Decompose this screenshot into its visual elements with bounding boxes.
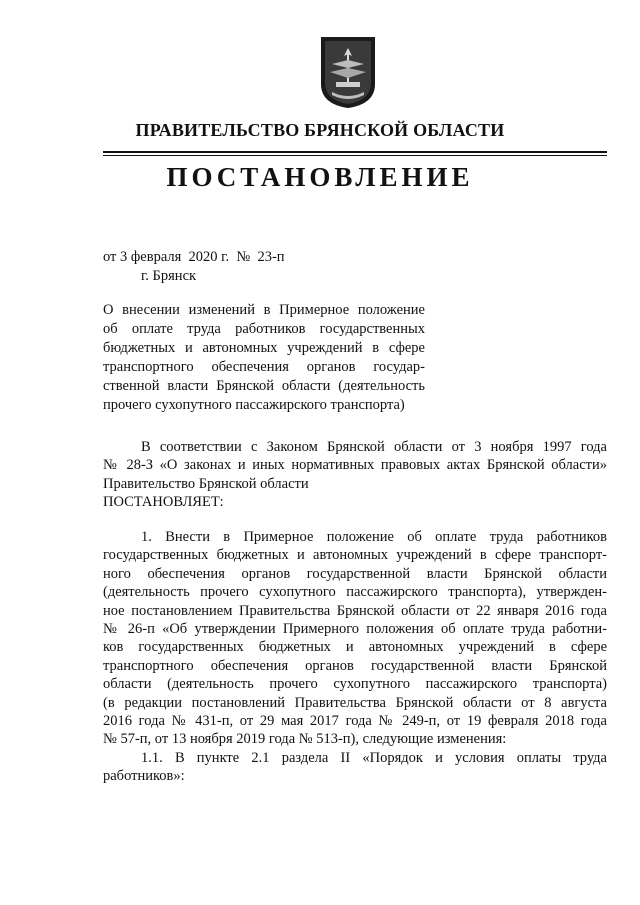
clause-line: государственных бюджетных и автономных учреждений в сфере транспорт- (103, 547, 607, 564)
preamble-paragraph (103, 438, 607, 512)
document-city: г. Брянск (141, 268, 197, 284)
clause-line: 2016 года № 431-п, от 29 мая 2017 года № 249-п, от 19 февраля 2018 года (103, 713, 607, 730)
clause-line: № 26-п «Об утверждении Примерного положения об оплате труда работни- (103, 621, 607, 638)
clause-line: транспортного обеспечения органов государственной власти Брянской (103, 657, 607, 674)
clause-line: (в редакции постановлений Правительства Брянской области от 8 августа (103, 694, 607, 711)
preamble-line: Правительство Брянской области (103, 475, 309, 492)
subject-line: транспортного обеспечения органов государ- (103, 359, 425, 375)
subject-line: О внесении изменений в Примерное положение (103, 302, 425, 318)
clause-line: ное постановлением Правительства Брянской области от 22 января 2016 года (103, 602, 607, 619)
document-subject (103, 301, 425, 415)
subclause-line: работников»: (103, 768, 185, 785)
document-date-number: от 3 февраля 2020 г. № 23-п (103, 249, 285, 265)
clause-line: ков государственных бюджетных и автономных учреждений в сфере (103, 639, 607, 656)
clause-1-paragraph (103, 528, 607, 786)
subject-line: прочего сухопутного пассажирского транспорта) (103, 397, 405, 413)
subclause-line: 1.1. В пункте 2.1 раздела II «Порядок и условия оплаты труда (141, 749, 607, 766)
resolves-label: ПОСТАНОВЛЯЕТ: (103, 494, 224, 511)
subject-line: ственной власти Брянской области (деятельность (103, 378, 425, 394)
clause-line: области (деятельность прочего сухопутного пассажирского транспорта) (103, 676, 607, 693)
clause-line: ного обеспечения органов государственной власти Брянской области (103, 565, 607, 582)
subject-line: бюджетных и автономных учреждений в сфере (103, 340, 425, 356)
document-type-title: ПОСТАНОВЛЕНИЕ (166, 162, 474, 192)
preamble-line: В соответствии с Законом Брянской области от 3 ноября 1997 года (141, 439, 607, 455)
subject-line: об оплате труда работников государственных (103, 321, 425, 337)
header-rule-thick (103, 151, 607, 153)
preamble-line: № 28-З «О законах и иных нормативных правовых актах Брянской области» (103, 457, 607, 474)
clause-line: № 57-п, от 13 ноября 2019 года № 513-п), следующие изменения: (103, 731, 507, 748)
clause-line: 1. Внести в Примерное положение об оплате труда работников (141, 529, 607, 545)
organization-name: ПРАВИТЕЛЬСТВО БРЯНСКОЙ ОБЛАСТИ (135, 120, 505, 140)
clause-line: (деятельность прочего сухопутного пассажирского транспорта), утвержден- (103, 584, 607, 601)
bryansk-coat-of-arms-icon (318, 34, 378, 110)
header-rule-thin (103, 155, 607, 156)
